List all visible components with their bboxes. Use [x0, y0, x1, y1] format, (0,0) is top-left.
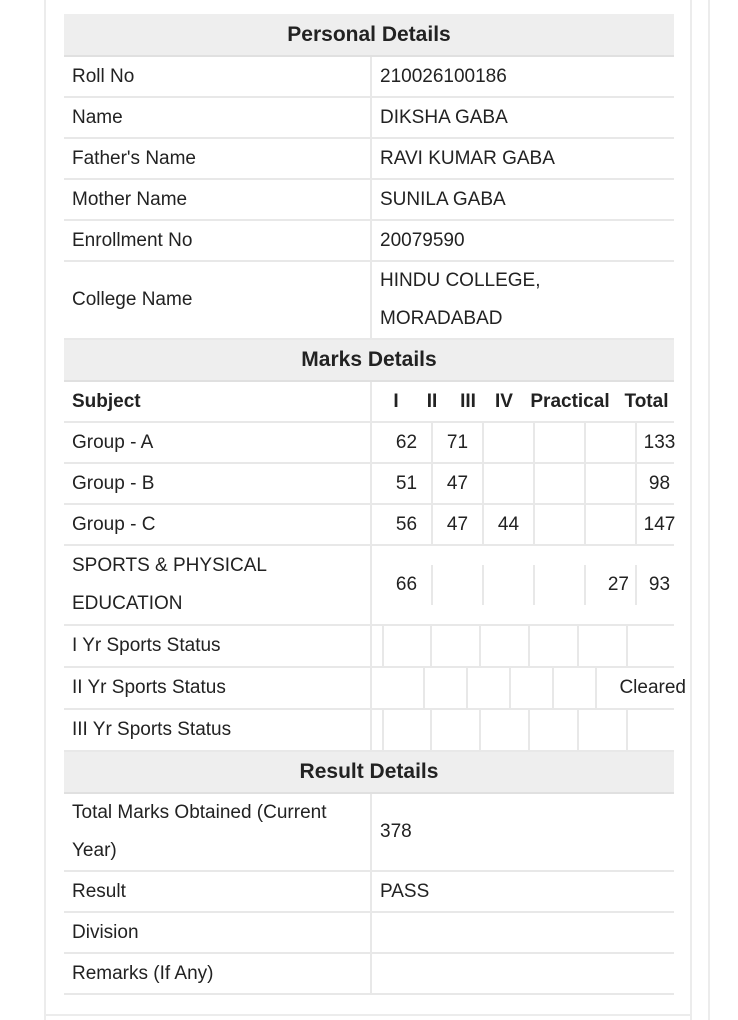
column-header: III — [460, 390, 476, 412]
mark-cell: 71 — [432, 423, 483, 462]
result-row-total-marks — [64, 793, 674, 871]
field-label: Name — [64, 97, 371, 138]
total-cell: 93 — [648, 574, 671, 595]
field-label: Enrollment No — [64, 220, 371, 261]
marks-values — [382, 505, 682, 544]
field-value: PASS — [371, 871, 674, 912]
mark-cell: 47 — [432, 464, 483, 503]
subject-label: Group - C — [64, 504, 371, 545]
page-frame-left — [44, 0, 46, 1020]
total-cell: 98 — [648, 472, 671, 494]
field-label: Remarks (If Any) — [64, 953, 371, 994]
personal-row-enrollment-no — [64, 220, 674, 261]
mark-cell: 27 — [585, 565, 636, 605]
field-label: Division — [64, 912, 371, 953]
result-row-result — [64, 871, 674, 912]
column-header: II — [426, 390, 438, 412]
mark-cell — [483, 565, 534, 605]
personal-details-header — [64, 14, 674, 56]
field-label: Mother Name — [64, 179, 371, 220]
field-value: SUNILA GABA — [371, 179, 674, 220]
sports-status-row-3 — [64, 709, 674, 751]
field-label: Father's Name — [64, 138, 371, 179]
field-value: DIKSHA GABA — [371, 97, 674, 138]
sports-status-cells — [382, 626, 676, 666]
marks-values — [382, 423, 682, 462]
field-value: 378 — [371, 793, 674, 871]
marks-row-group-c — [64, 504, 674, 545]
sports-status-label: I Yr Sports Status — [64, 625, 371, 667]
personal-row-name — [64, 97, 674, 138]
subject-label: Group - B — [64, 463, 371, 504]
mark-cell — [585, 505, 636, 544]
marks-column-header-row — [64, 381, 674, 422]
page-frame-outer-right — [708, 0, 710, 1020]
column-header: I — [393, 390, 399, 412]
field-value: 20079590 — [371, 220, 674, 261]
sports-status-value — [627, 710, 676, 750]
result-card — [64, 14, 686, 995]
mark-cell — [534, 464, 585, 503]
field-value: HINDU COLLEGE, MORADABAD — [371, 261, 674, 339]
result-row-division — [64, 912, 674, 953]
mark-cell — [585, 464, 636, 503]
mark-cell — [432, 565, 483, 605]
mark-cell: 66 — [382, 565, 432, 605]
page-frame-bottom — [44, 1014, 692, 1016]
mark-cell — [483, 464, 534, 503]
sports-status-cells — [382, 710, 676, 750]
field-value — [371, 953, 674, 994]
mark-cell: 51 — [382, 464, 432, 503]
sports-status-value — [627, 626, 676, 666]
marks-row-group-b — [64, 463, 674, 504]
field-value: RAVI KUMAR GABA — [371, 138, 674, 179]
total-cell: 147 — [643, 513, 676, 535]
result-row-remarks — [64, 953, 674, 994]
section-title: Personal Details — [64, 14, 674, 56]
subject-label: Group - A — [64, 422, 371, 463]
personal-row-father-name — [64, 138, 674, 179]
field-value: 210026100186 — [371, 56, 674, 97]
mark-cell: 44 — [483, 505, 534, 544]
result-table — [64, 14, 686, 995]
marks-values — [382, 565, 682, 605]
marks-values — [382, 464, 682, 503]
column-header: Practical — [530, 390, 610, 412]
sports-status-label: II Yr Sports Status — [64, 667, 371, 709]
field-label: Roll No — [64, 56, 371, 97]
subject-label: SPORTS & PHYSICAL EDUCATION — [64, 545, 371, 625]
field-value — [371, 912, 674, 953]
field-label: Total Marks Obtained (Current Year) — [64, 793, 371, 871]
marks-row-sports — [64, 545, 674, 625]
mark-cell — [534, 565, 585, 605]
column-header: Total — [624, 390, 669, 412]
sports-status-label: III Yr Sports Status — [64, 709, 371, 751]
subject-header: Subject — [64, 381, 371, 422]
personal-row-college-name — [64, 261, 674, 339]
mark-cell: 56 — [382, 505, 432, 544]
personal-row-mother-name — [64, 179, 674, 220]
section-title: Result Details — [64, 751, 674, 793]
section-title: Marks Details — [64, 339, 674, 381]
mark-cell — [585, 423, 636, 462]
mark-cell — [534, 423, 585, 462]
mark-cell — [534, 505, 585, 544]
marks-details-header — [64, 339, 674, 381]
sports-status-row-1 — [64, 625, 674, 667]
mark-cell: 62 — [382, 423, 432, 462]
personal-row-roll-no — [64, 56, 674, 97]
total-cell: 133 — [643, 431, 676, 453]
marks-columns — [378, 391, 675, 413]
sports-status-row-2 — [64, 667, 674, 709]
page-frame-right — [690, 0, 692, 1020]
mark-cell — [483, 423, 534, 462]
result-details-header — [64, 751, 674, 793]
mark-cell: 47 — [432, 505, 483, 544]
field-label: Result — [64, 871, 371, 912]
field-label: College Name — [64, 261, 371, 339]
marks-row-group-a — [64, 422, 674, 463]
sports-status-cells — [382, 668, 686, 708]
sports-status-value: Cleared — [619, 677, 686, 698]
column-header: IV — [495, 390, 513, 412]
